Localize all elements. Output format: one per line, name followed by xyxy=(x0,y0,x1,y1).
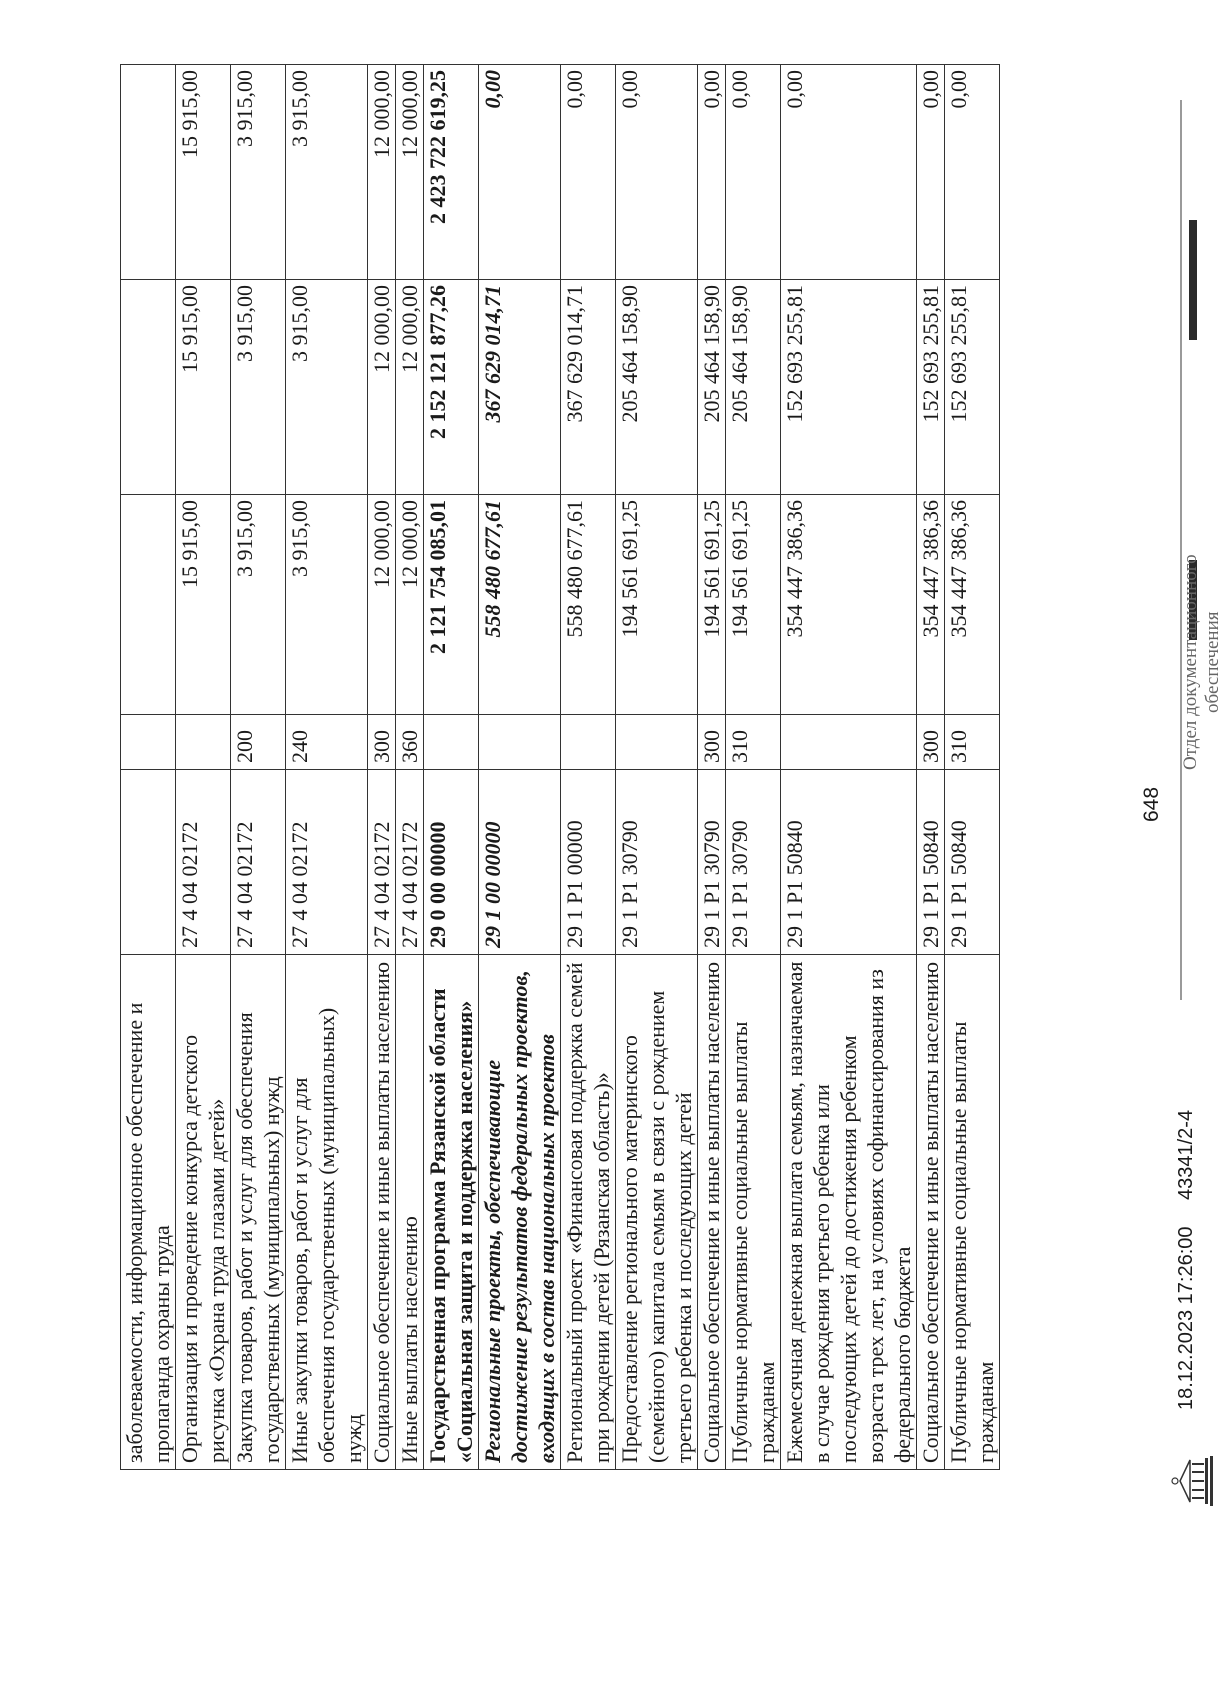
row-amount-2025-cell: 12 000,00 xyxy=(368,280,396,495)
row-amount-2025-cell: 152 693 255,81 xyxy=(945,280,1000,495)
row-amount-2025-cell: 2 152 121 877,26 xyxy=(424,280,479,495)
row-amount-2026-cell: 0,00 xyxy=(726,65,781,280)
row-amount-2026-cell: 0,00 xyxy=(561,65,616,280)
row-amount-2024-cell: 558 480 677,61 xyxy=(479,495,561,715)
row-code-cell: 27 4 04 02172 xyxy=(231,770,286,955)
row-vr-cell: 240 xyxy=(286,715,368,770)
table-row xyxy=(121,65,176,1470)
row-vr-cell xyxy=(781,715,917,770)
row-amount-2026-cell: 3 915,00 xyxy=(231,65,286,280)
row-amount-2025-cell: 3 915,00 xyxy=(231,280,286,495)
row-code-cell: 27 4 04 02172 xyxy=(368,770,396,955)
row-name-cell: Публичные нормативные социальные выплаты гражданам xyxy=(726,955,781,1470)
table-row xyxy=(176,65,231,1470)
row-code-cell: 29 1 P1 50840 xyxy=(917,770,945,955)
table-row xyxy=(726,65,781,1470)
row-amount-2025-cell: 152 693 255,81 xyxy=(781,280,917,495)
table-row xyxy=(479,65,561,1470)
row-amount-2024-cell: 194 561 691,25 xyxy=(698,495,726,715)
budget-table xyxy=(120,64,1000,1470)
row-name-cell: Публичные нормативные социальные выплаты гражданам xyxy=(945,955,1000,1470)
row-amount-2025-cell: 12 000,00 xyxy=(396,280,424,495)
row-name-cell: заболеваемости, информационное обеспечение и пропаганда охраны труда xyxy=(121,955,176,1470)
scan-edge-mark xyxy=(1180,100,1182,1000)
row-vr-cell xyxy=(561,715,616,770)
row-code-cell: 29 0 00 00000 xyxy=(424,770,479,955)
stamp-line: обеспечения xyxy=(1202,611,1223,713)
row-amount-2025-cell: 367 629 014,71 xyxy=(561,280,616,495)
row-vr-cell: 300 xyxy=(368,715,396,770)
row-amount-2025-cell xyxy=(121,280,176,495)
row-amount-2024-cell: 3 915,00 xyxy=(286,495,368,715)
row-vr-cell xyxy=(424,715,479,770)
row-amount-2026-cell: 12 000,00 xyxy=(368,65,396,280)
row-code-cell: 29 1 P1 30790 xyxy=(726,770,781,955)
row-amount-2026-cell: 0,00 xyxy=(781,65,917,280)
row-vr-cell xyxy=(176,715,231,770)
table-row xyxy=(561,65,616,1470)
row-amount-2025-cell: 152 693 255,81 xyxy=(917,280,945,495)
row-code-cell: 29 1 P1 30790 xyxy=(616,770,698,955)
table-row xyxy=(616,65,698,1470)
row-amount-2024-cell: 354 447 386,36 xyxy=(945,495,1000,715)
row-amount-2026-cell: 0,00 xyxy=(917,65,945,280)
row-code-cell: 29 1 P1 30790 xyxy=(698,770,726,955)
row-vr-cell xyxy=(479,715,561,770)
row-vr-cell: 310 xyxy=(726,715,781,770)
row-amount-2025-cell: 205 464 158,90 xyxy=(726,280,781,495)
row-name-cell: Региональный проект «Финансовая поддержка семей при рождении детей (Рязанская область)» xyxy=(561,955,616,1470)
row-vr-cell: 300 xyxy=(698,715,726,770)
table-row xyxy=(231,65,286,1470)
row-code-cell: 27 4 04 02172 xyxy=(396,770,424,955)
row-name-cell: Социальное обеспечение и иные выплаты населению xyxy=(698,955,726,1470)
row-amount-2025-cell: 3 915,00 xyxy=(286,280,368,495)
row-amount-2024-cell: 15 915,00 xyxy=(176,495,231,715)
row-name-cell: Ежемесячная денежная выплата семьям, назначаемая в случае рождения третьего ребенка или последующих детей до достижения ребенком возраста трех лет, на условиях софинансирования из федерального бюджета xyxy=(781,955,917,1470)
row-code-cell: 29 1 00 00000 xyxy=(479,770,561,955)
row-amount-2024-cell xyxy=(121,495,176,715)
table-row xyxy=(368,65,396,1470)
row-amount-2025-cell: 205 464 158,90 xyxy=(698,280,726,495)
row-amount-2024-cell: 194 561 691,25 xyxy=(726,495,781,715)
row-amount-2024-cell: 3 915,00 xyxy=(231,495,286,715)
rotated-document-page xyxy=(120,65,1223,1470)
row-name-cell: Предоставление регионального материнского (семейного) капитала семьям в связи с рождением третьего ребенка и последующих детей xyxy=(616,955,698,1470)
row-vr-cell: 360 xyxy=(396,715,424,770)
row-amount-2024-cell: 12 000,00 xyxy=(368,495,396,715)
row-amount-2024-cell: 558 480 677,61 xyxy=(561,495,616,715)
department-stamp xyxy=(1180,554,1224,770)
row-name-cell: Государственная программа Рязанской области «Социальная защита и поддержка населения» xyxy=(424,955,479,1470)
row-code-cell: 27 4 04 02172 xyxy=(176,770,231,955)
row-amount-2024-cell: 354 447 386,36 xyxy=(917,495,945,715)
row-name-cell: Региональные проекты, обеспечивающие достижение результатов федеральных проектов, входящих в состав национальных проектов xyxy=(479,955,561,1470)
row-amount-2026-cell: 0,00 xyxy=(479,65,561,280)
duma-building-logo xyxy=(1170,1452,1216,1510)
row-amount-2026-cell: 2 423 722 619,25 xyxy=(424,65,479,280)
row-name-cell: Организация и проведение конкурса детского рисунка «Охрана труда глазами детей» xyxy=(176,955,231,1470)
row-name-cell: Социальное обеспечение и иные выплаты населению xyxy=(917,955,945,1470)
row-amount-2024-cell: 12 000,00 xyxy=(396,495,424,715)
table-row xyxy=(781,65,917,1470)
row-vr-cell xyxy=(121,715,176,770)
row-amount-2025-cell: 205 464 158,90 xyxy=(616,280,698,495)
table-row xyxy=(286,65,368,1470)
table-row xyxy=(917,65,945,1470)
row-amount-2026-cell: 12 000,00 xyxy=(396,65,424,280)
row-name-cell: Социальное обеспечение и иные выплаты населению xyxy=(368,955,396,1470)
scan-edge-mark xyxy=(1189,220,1197,340)
row-amount-2026-cell: 0,00 xyxy=(616,65,698,280)
row-name-cell: Иные выплаты населению xyxy=(396,955,424,1470)
row-amount-2024-cell: 354 447 386,36 xyxy=(781,495,917,715)
page-number: 648 xyxy=(1140,786,1163,822)
row-amount-2025-cell: 367 629 014,71 xyxy=(479,280,561,495)
row-vr-cell: 300 xyxy=(917,715,945,770)
row-amount-2024-cell: 194 561 691,25 xyxy=(616,495,698,715)
row-code-cell: 29 1 P1 50840 xyxy=(945,770,1000,955)
table-row xyxy=(945,65,1000,1470)
row-amount-2025-cell: 15 915,00 xyxy=(176,280,231,495)
row-code-cell xyxy=(121,770,176,955)
row-vr-cell: 200 xyxy=(231,715,286,770)
row-name-cell: Закупка товаров, работ и услуг для обеспечения государственных (муниципальных) нужд xyxy=(231,955,286,1470)
row-amount-2026-cell: 0,00 xyxy=(698,65,726,280)
row-code-cell: 27 4 04 02172 xyxy=(286,770,368,955)
row-code-cell: 29 1 P1 50840 xyxy=(781,770,917,955)
row-vr-cell: 310 xyxy=(945,715,1000,770)
table-row xyxy=(424,65,479,1470)
table-row xyxy=(396,65,424,1470)
row-amount-2026-cell xyxy=(121,65,176,280)
stamp-line: Отдел документационного xyxy=(1180,554,1201,770)
row-code-cell: 29 1 P1 00000 xyxy=(561,770,616,955)
table-row xyxy=(698,65,726,1470)
row-amount-2026-cell: 15 915,00 xyxy=(176,65,231,280)
row-amount-2024-cell: 2 121 754 085,01 xyxy=(424,495,479,715)
footer-doc-code: 43341/2-4 xyxy=(1175,1109,1197,1200)
footer-date: 18.12.2023 17:26:00 xyxy=(1175,1226,1197,1410)
row-amount-2026-cell: 3 915,00 xyxy=(286,65,368,280)
row-amount-2026-cell: 0,00 xyxy=(945,65,1000,280)
row-name-cell: Иные закупки товаров, работ и услуг для обеспечения государственных (муниципальных) нужд xyxy=(286,955,368,1470)
row-vr-cell xyxy=(616,715,698,770)
